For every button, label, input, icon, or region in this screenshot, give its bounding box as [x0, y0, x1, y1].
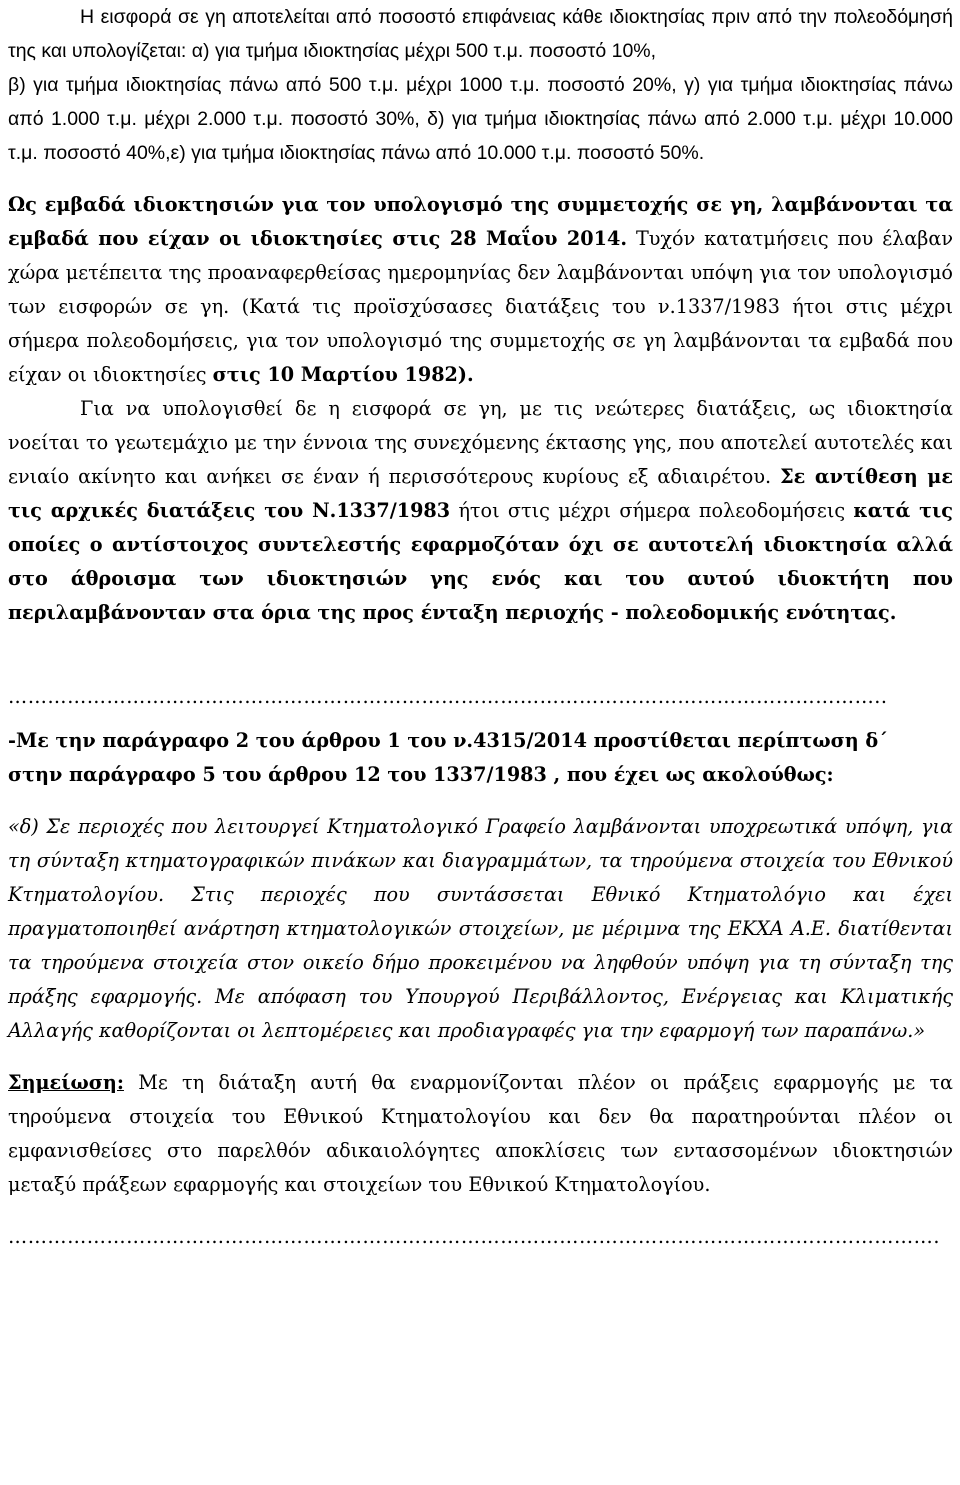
- property-definition-text: Για να υπολογισθεί δε η εισφορά σε γη, με τις νεώτερες διατάξεις, ως ιδιοκτησία νοείται το γεωτεμάχιο με την έννοια της συνεχόμενης έκτασης γης, που αποτελεί αυτοτελές και ενιαίο ακίνητο και ανήκει σε έναν ή περισσότερους κυρίους εξ αδιαιρέτου.: [8, 397, 953, 488]
- property-definition-text2: ήτοι στις μέχρι σήμερα πολεοδομήσεις: [450, 499, 854, 522]
- property-definition-contrast: Σε αντίθεση με τις αρχικές διατάξεις του Ν.1337/1983: [8, 465, 953, 522]
- paragraph-note: [8, 1066, 953, 1202]
- amendment-line-1: -Με την παράγραφο 2 του άρθρου 1 του ν.4315/2014 προστίθεται περίπτωση δ΄: [8, 729, 888, 752]
- note-text: Με τη διάταξη αυτή θα εναρμονίζονται πλέον οι πράξεις εφαρμογής με τα τηρούμενα στοιχεία του Εθνικού Κτηματολογίου και δεν θα παρατηρούνται πλέον οι εμφανισθείσες στο παρελθόν αδικαιολόγητες αποκλίσεις των εντασσομένων ιδιοκτησιών μεταξύ πράξεων εφαρμογής και στοιχείων του Εθνικού Κτηματολογίου.: [8, 1071, 953, 1196]
- property-areas-bold: Ως εμβαδά ιδιοκτησιών για τον υπολογισμό της συμμετοχής σε γη, λαμβάνονται τα εμβαδά που είχαν οι ιδιοκτησίες στις 28 Μαΐου 2014.: [8, 193, 953, 250]
- paragraph-land-contribution: [8, 0, 953, 170]
- document-page: [8, 0, 953, 1254]
- land-contribution-intro: Η εισφορά σε γη αποτελείται από ποσοστό επιφάνειας κάθε ιδιοκτησίας πριν από την πολεοδόμησή της και υπολογίζεται: α) για τμήμα ιδιοκτησίας μέχρι 500 τ.μ. ποσοστό 10%,: [8, 6, 953, 62]
- land-contribution-tiers: β) για τμήμα ιδιοκτησίας πάνω από 500 τ.μ. μέχρι 1000 τ.μ. ποσοστό 20%, γ) για τμήμα ιδιοκτησίας πάνω από 1.000 τ.μ. μέχρι 2.000 τ.μ. ποσοστό 30%, δ) για τμήμα ιδιοκτησίας πάνω από 2.000 τ.μ. μέχρι 10.000 τ.μ. ποσοστό 40%,ε) για τμήμα ιδιοκτησίας πάνω από 10.000 τ.μ. ποσοστό 50%.: [8, 74, 953, 164]
- paragraph-property-definition: [8, 392, 953, 630]
- amendment-heading: [8, 724, 953, 792]
- amendment-line-2: στην παράγραφο 5 του άρθρου 12 του 1337/1983 , που έχει ως ακολούθως:: [8, 763, 834, 786]
- separator-dots-2: …………………………………………………………………………………………………………………………….: [8, 1225, 940, 1248]
- separator-dots-1: ……………………………………………………………………………………………………………………..: [8, 685, 888, 708]
- quoted-provision: «δ) Σε περιοχές που λειτουργεί Κτηματολογικό Γραφείο λαμβάνονται υποχρεωτικά υπόψη, για τη σύνταξη κτηματογραφικών πινάκων και διαγραμμάτων, τα τηρούμενα στοιχεία του Εθνικού Κτηματολογίου. Στις περιοχές που συντάσσεται Εθνικό Κτηματολόγιο και έχει πραγματοποιηθεί ανάρτηση κτηματολογικών στοιχείων, με μέριμνα της ΕΚΧΑ Α.Ε. διατίθενται τα τηρούμενα στοιχεία στον οικείο δήμο προκειμένου να ληφθούν υπόψη για τη σύνταξη της πράξης εφαρμογής. Με απόφαση του Υπουργού Περιβάλλοντος, Ενέργειας και Κλιματικής Αλλαγής καθορίζονται οι λεπτομέρειες και προδιαγραφές για την εφαρμογή των παραπάνω.»: [8, 815, 953, 1042]
- paragraph-property-areas: [8, 188, 953, 392]
- property-definition-coefficient: κατά τις οποίες ο αντίστοιχος συντελεστής εφαρμοζόταν όχι σε αυτοτελή ιδιοκτησία αλλά στο άθροισμα των ιδιοκτησιών γης ενός και του αυτού ιδιοκτήτη που περιλαμβάνονταν στα όρια της προς ένταξη περιοχής - πολεοδομικής ενότητας.: [8, 499, 953, 624]
- property-areas-text: Τυχόν κατατμήσεις που έλαβαν χώρα μετέπειτα της προαναφερθείσας ημερομηνίας δεν λαμβάνονται υπόψη για τον υπολογισμό των εισφορών σε γη. (Κατά τις προϊσχύσασες διατάξεις του ν.1337/1983 ήτοι στις μέχρι σήμερα πολεοδομήσεις, για τον υπολογισμό της συμμετοχής σε γη λαμβάνονται τα εμβαδά που είχαν οι ιδιοκτησίες: [8, 227, 954, 386]
- note-label: Σημείωση:: [8, 1071, 124, 1094]
- property-areas-date: στις 10 Μαρτίου 1982).: [212, 363, 474, 386]
